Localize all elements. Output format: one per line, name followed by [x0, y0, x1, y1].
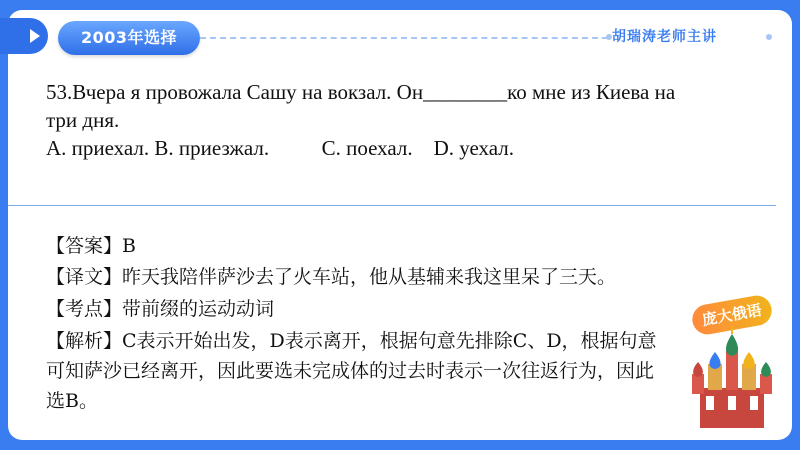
point-label: 【考点】 [46, 298, 123, 320]
translation-row [46, 262, 696, 292]
point-row [46, 294, 696, 324]
question-text [46, 78, 766, 134]
point-value: 带前缀的运动动词 [122, 298, 275, 320]
question-line-1: 53.Вчера я провожала Сашу на вокзал. Он________ко мне из Киева на [46, 80, 676, 104]
answer-label: 【答案】 [46, 235, 123, 257]
year-tag: 2003年选择 [58, 21, 200, 55]
analysis-line-1: C表示开始出发，D表示离开，根据句意先排除C、D，根据句意 [122, 330, 657, 352]
section-divider [8, 205, 776, 206]
question-line-2: три дня. [46, 108, 120, 132]
analysis-label: 【解析】 [46, 330, 123, 352]
answer-row [46, 231, 696, 261]
author-label: 胡瑞涛老师主讲 [612, 29, 717, 45]
answer-options: A. приехал. B. приезжал. C. поехал. D. уехал. [46, 136, 515, 160]
dot-icon [766, 34, 772, 40]
kremlin-cathedral-icon [680, 300, 784, 430]
translation-value: 昨天我陪伴萨沙去了火车站，他从基辅来我这里呆了三天。 [122, 266, 617, 288]
translation-label: 【译文】 [46, 266, 123, 288]
analysis-line-2: 可知萨沙已经离开，因此要选未完成体的过去时表示一次往返行为，因此 [46, 360, 655, 382]
analysis-line-3: 选B。 [46, 390, 98, 412]
answer-value: B [122, 235, 136, 257]
logo-badge [680, 300, 784, 430]
play-arrow-icon [0, 18, 48, 54]
analysis-block [46, 326, 706, 416]
header-divider [200, 37, 608, 39]
brand-badge: 庞大俄语 [690, 293, 774, 336]
